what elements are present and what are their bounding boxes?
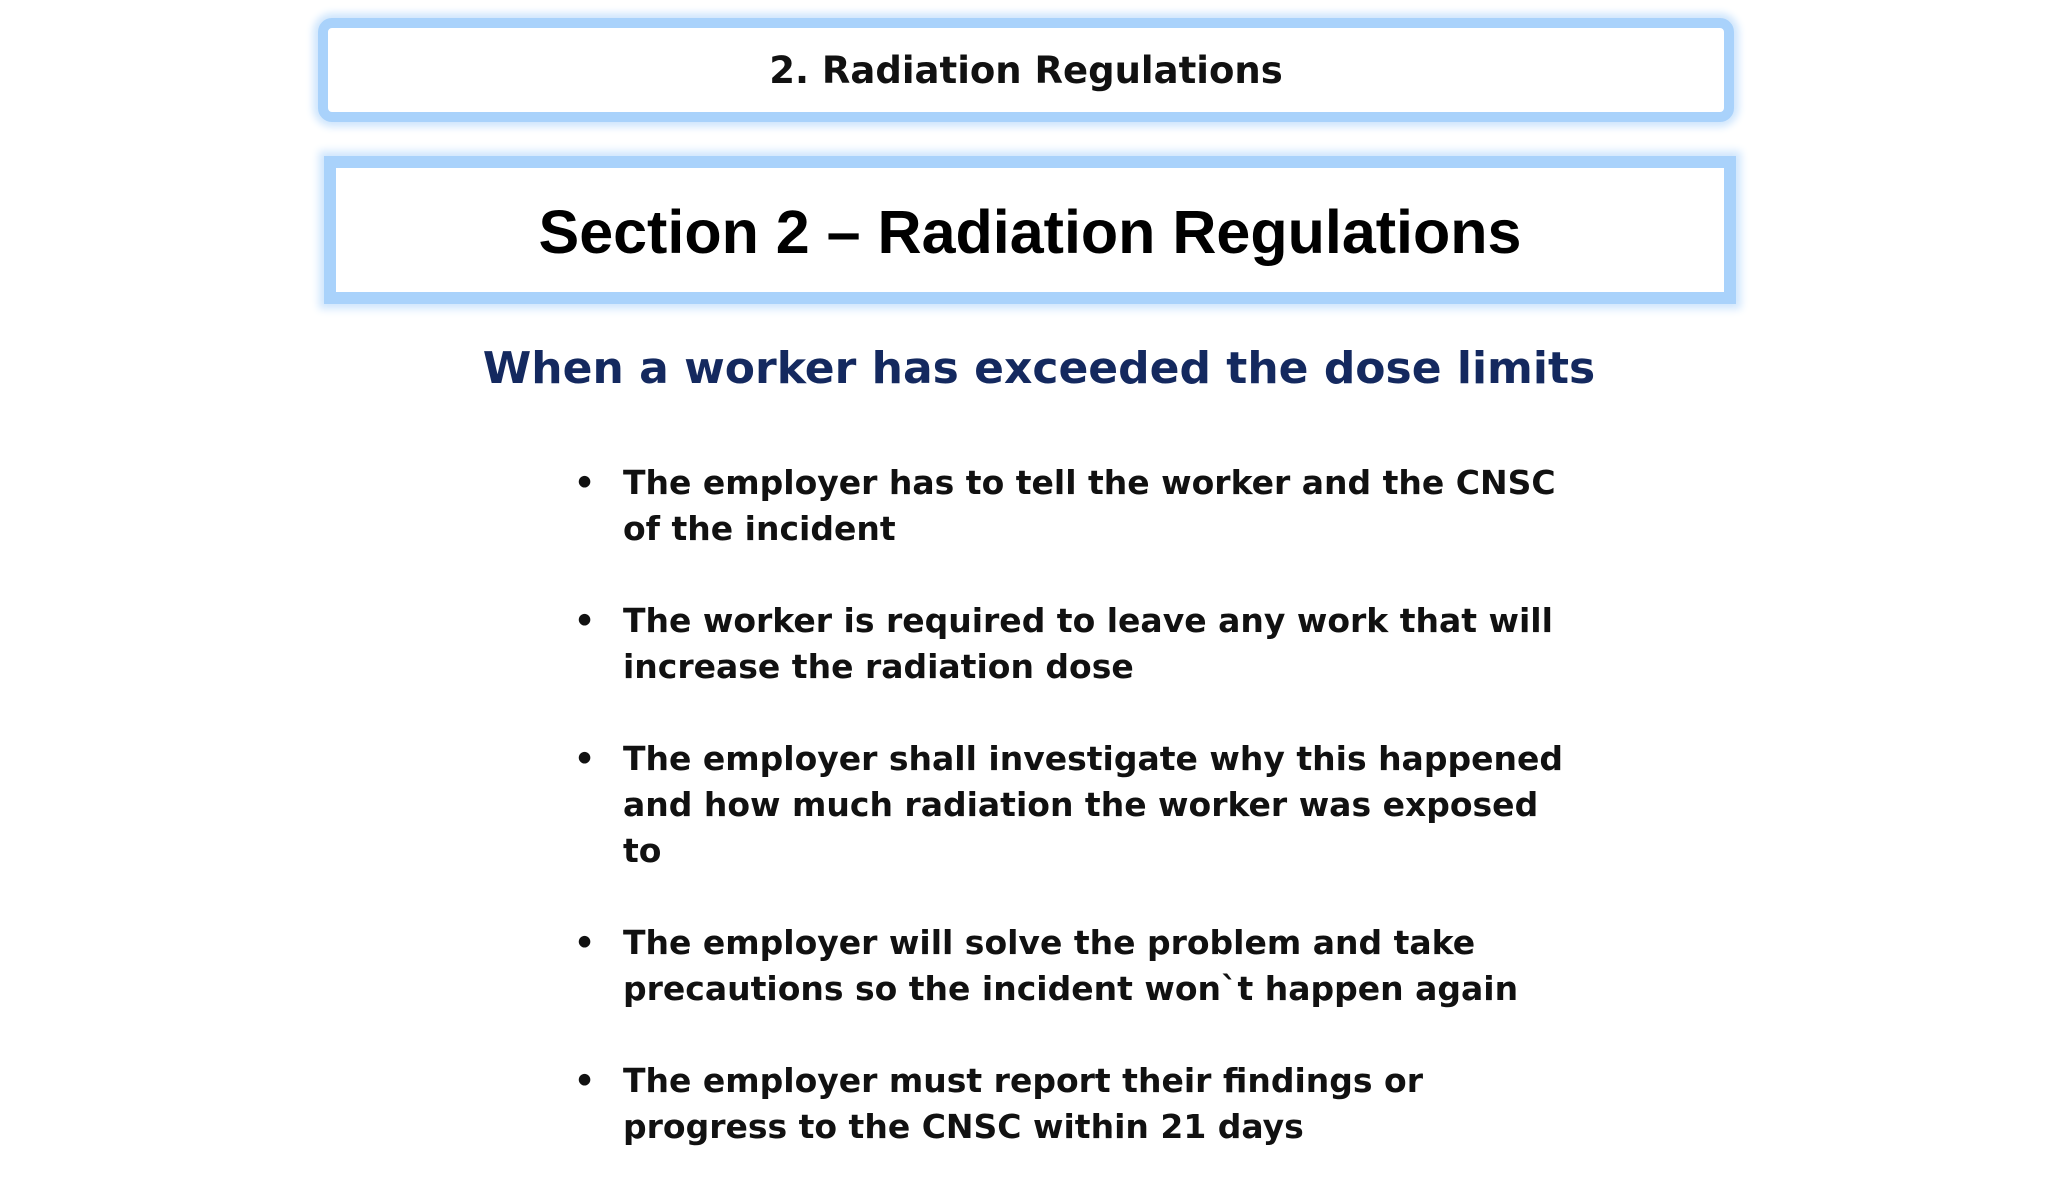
section-title: Section 2 – Radiation Regulations (538, 198, 1522, 266)
bullet-text: The worker is required to leave any work that will increase the radiation dose (623, 601, 1553, 686)
bullet-dot-icon: • (574, 1061, 596, 1100)
bullet-dot-icon: • (574, 463, 596, 502)
bullet-item (574, 920, 1574, 1012)
bullet-text: The employer will solve the problem and take precautions so the incident won`t happen again (623, 923, 1519, 1008)
bullet-item (574, 1058, 1574, 1150)
bullet-item (574, 460, 1574, 552)
bullet-list (574, 460, 1574, 1196)
bullet-dot-icon: • (574, 601, 596, 640)
bullet-text: The employer shall investigate why this happened and how much radiation the worker was exposed to (623, 739, 1563, 870)
bullet-dot-icon: • (574, 923, 596, 962)
slide-subheading: When a worker has exceeded the dose limits (482, 343, 1596, 394)
bullet-item (574, 736, 1574, 874)
bullet-text: The employer has to tell the worker and the CNSC of the incident (623, 463, 1556, 548)
bullet-item (574, 598, 1574, 690)
top-banner-title: 2. Radiation Regulations (769, 48, 1283, 92)
bullet-dot-icon: • (574, 739, 596, 778)
section-banner (324, 156, 1736, 304)
bullet-text: The employer must report their findings or progress to the CNSC within 21 days (623, 1061, 1423, 1146)
top-banner (318, 18, 1734, 122)
